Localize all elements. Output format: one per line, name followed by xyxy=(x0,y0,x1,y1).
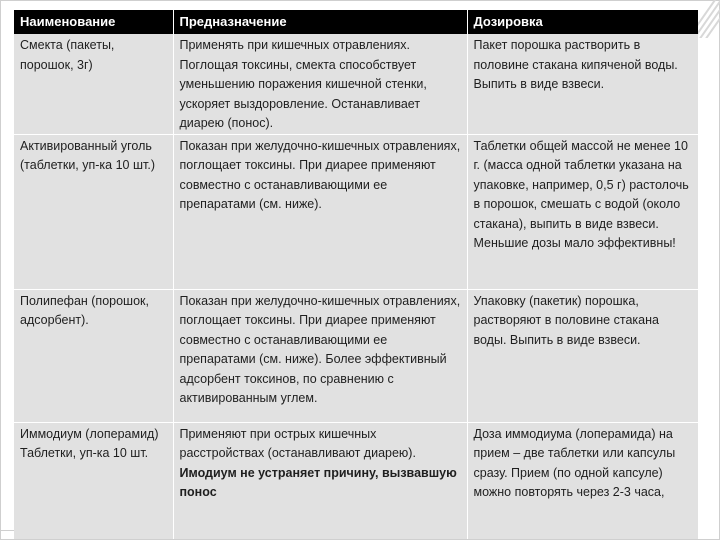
cell-dosage: Доза иммодиума (лоперамида) на прием – две таблетки или капсулы сразу. Прием (по одной капсуле) можно повторять через 2-3 часа, xyxy=(467,422,698,539)
slide-edge-line xyxy=(0,530,14,531)
purpose-warning-note: Имодиум не устраняет причину, вызвавшую понос xyxy=(179,465,457,499)
corner-decoration xyxy=(696,0,720,38)
table-row xyxy=(14,289,698,422)
purpose-text: Применяют при острых кишечных расстройствах (останавливают диарею). xyxy=(179,426,416,460)
cell-purpose xyxy=(173,422,467,539)
cell-name: Смекта (пакеты, порошок, 3г) xyxy=(14,34,173,134)
table-row xyxy=(14,422,698,539)
header-purpose: Предназначение xyxy=(173,10,467,34)
cell-purpose: Показан при желудочно-кишечных отравлениях, поглощает токсины. При диарее применяют совместно с останавливающими ее препаратами (см. ниже). Более эффективный адсорбент токсинов, по сравнению с активированным углем. xyxy=(173,289,467,422)
medication-table xyxy=(14,10,698,539)
cell-dosage: Упаковку (пакетик) порошка, растворяют в половине стакана воды. Выпить в виде взвеси. xyxy=(467,289,698,422)
cell-purpose: Применять при кишечных отравлениях. Поглощая токсины, смекта способствует уменьшению поражения кишечной стенки, ускоряет выздоровление. Останавливает диарею (понос). xyxy=(173,34,467,134)
cell-name: Иммодиум (лоперамид) Таблетки, уп-ка 10 шт. xyxy=(14,422,173,539)
cell-name: Полипефан (порошок, адсорбент). xyxy=(14,289,173,422)
table-row xyxy=(14,34,698,134)
cell-name: Активированный уголь (таблетки, уп-ка 10 шт.) xyxy=(14,134,173,289)
header-dosage: Дозировка xyxy=(467,10,698,34)
cell-dosage: Пакет порошка растворить в половине стакана кипяченой воды. Выпить в виде взвеси. xyxy=(467,34,698,134)
cell-dosage: Таблетки общей массой не менее 10 г. (масса одной таблетки указана на упаковке, например, 0,5 г) растолочь в порошок, смешать с водой (около стакана), выпить в виде взвеси. Меньшие дозы мало эффективны! xyxy=(467,134,698,289)
cell-purpose: Показан при желудочно-кишечных отравлениях, поглощает токсины. При диарее применяют совместно с останавливающими ее препаратами (см. ниже). xyxy=(173,134,467,289)
header-name: Наименование xyxy=(14,10,173,34)
table-row xyxy=(14,134,698,289)
table-header-row xyxy=(14,10,698,34)
